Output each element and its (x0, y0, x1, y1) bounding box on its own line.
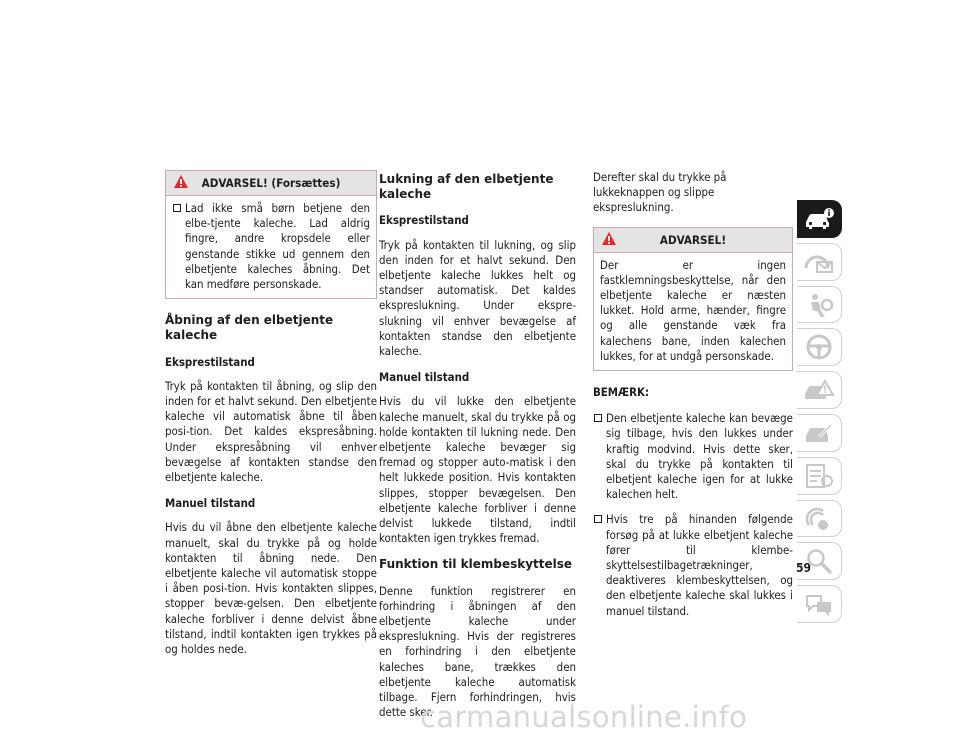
paragraph-pinch-protection: Denne funktion registrerer en forhindring i åbningen af den elbetjente kaleche under ekspreslukning. Hvis der registreres en forhindring i den elbetjente kaleches bane, trækkes den elbetjente kaleche automatisk tilbage. Fjern forhindringen, hvis dette sker. (379, 583, 576, 720)
radio-icon (803, 505, 835, 533)
note-bullet: Hvis tre på hinanden følgende forsøg på at lukke elbetjent kaleche fører til klembe-skyttelsestilbagetrækninger, deaktiveres klembeskyttelsen, og den elbetjente kaleche skal lukkes i manuel tilstand. (593, 512, 793, 618)
tab-dashboard-messages[interactable] (797, 243, 842, 281)
paragraph-manual-opening: Hvis du vil åbne den elbetjente kaleche manuelt, skal du trykke på og holde kontakten til åbning nede. Den elbetjente kaleche vil automatisk stoppe i åben posi-tion. Hvis kontakten slippes, stopper bevæ-gelsen. Den elbetjente kaleche forbliver i denne delvist åbne tilstand, indtil kontakten igen trykkes på og holdes nede. (165, 520, 377, 657)
watermark: carmanualsonline.info (420, 700, 748, 734)
checklist-icon (803, 462, 835, 490)
tab-servicing[interactable] (797, 414, 842, 452)
note-bullets (593, 411, 793, 619)
paragraph-manual-closing: Hvis du vil lukke den elbetjente kaleche manuelt, skal du trykke på og holde kontakten til lukning nede. Den elbetjente kaleche bevæger sig fremad og stopper auto-matisk i den helt lukkede position. Hvis kontakten slippes, stopper bevægelsen. Den elbetjente kaleche forbliver i denne delvist lukkede tilstand, indtil kontakten igen trykkes fremad. (379, 394, 576, 546)
page-number: 59 (796, 561, 812, 575)
note-label: BEMÆRK: (593, 385, 650, 400)
subheading-express-mode: Eksprestilstand (379, 213, 469, 228)
warning-bullets (172, 201, 370, 292)
subheading-express-mode: Eksprestilstand (165, 354, 255, 369)
note-bullet: Den elbetjente kaleche kan bevæge sig tilbage, hvis den lukkes under kraftig modvind. Hvis dette sker, skal du trykke på kontakten til elbetjent kaleche igen for at lukke kalechen helt. (593, 411, 793, 502)
tab-starting-operating[interactable] (797, 328, 842, 366)
subheading-manual-mode: Manuel tilstand (379, 370, 470, 385)
warning-box-continued (165, 170, 377, 299)
section-title-closing: Lukning af den elbetjente kaleche (379, 172, 554, 202)
subheading-manual-mode: Manuel tilstand (165, 496, 256, 511)
dashboard-message-icon (803, 248, 835, 276)
warning-triangle-icon (173, 174, 189, 189)
warning-header (166, 171, 376, 196)
paragraph-intro: Derefter skal du trykke på lukkeknappen og slippe ekspreslukning. (593, 170, 727, 215)
warning-title: ADVARSEL! (Forsættes) (201, 176, 341, 190)
tab-multimedia[interactable] (797, 500, 842, 538)
column-2 (379, 172, 576, 721)
section-title-pinch-protection: Funktion til klembeskyttelse (379, 557, 573, 572)
tab-languages[interactable] (797, 585, 842, 623)
steering-wheel-icon (803, 333, 835, 361)
warning-header (594, 228, 792, 253)
seatbelt-airbag-icon (803, 291, 835, 319)
tab-specifications[interactable] (797, 457, 842, 495)
section-title-opening: Åbning af den elbetjente kaleche (165, 313, 334, 343)
tab-safety[interactable] (797, 286, 842, 324)
paragraph-express-closing: Tryk på kontakten til lukning, og slip den inden for et halvt sekund. Den elbetjente kaleche lukkes helt og standser automatisk. Det kaldes ekspreslukning. Under ekspre-slukning vil enhver bevægelse af kontakten standse den elbetjente kaleche. (379, 237, 576, 359)
language-icon (803, 590, 835, 618)
car-info-icon (803, 205, 835, 233)
tab-emergency[interactable] (797, 371, 842, 409)
warning-text: Der er ingen fastklemningsbeskyttelse, når den elbetjente kaleche er næsten lukket. Hold arme, hænder, fingre og alle genstande væk fra kalechens bane, inden kalechen lukkes, for at undgå personskade. (600, 257, 786, 363)
warning-triangle-icon (601, 231, 617, 246)
warning-bullet: Lad ikke små børn betjene den elbe-tjente kaleche. Lad aldrig fingre, andre kropsdele eller genstande stikke ud gennem den elbetjente kaleches åbning. Det kan medføre personskade. (172, 201, 370, 292)
car-warning-icon (803, 376, 835, 404)
warning-title: ADVARSEL! (659, 232, 727, 247)
paragraph-express-opening: Tryk på kontakten til åbning, og slip den inden for et halvt sekund. Den elbetjente kaleche vil automatisk åbne til åben posi-tion. Det kaldes ekspresåbning. Under ekspresåbning vil enhver bevægelse af kontakten standse den elbetjente kaleche. (165, 378, 377, 485)
column-3 (593, 170, 793, 619)
column-1 (165, 170, 377, 657)
car-service-icon (803, 419, 835, 447)
tab-car-info[interactable] (797, 200, 842, 238)
warning-box (593, 227, 793, 371)
